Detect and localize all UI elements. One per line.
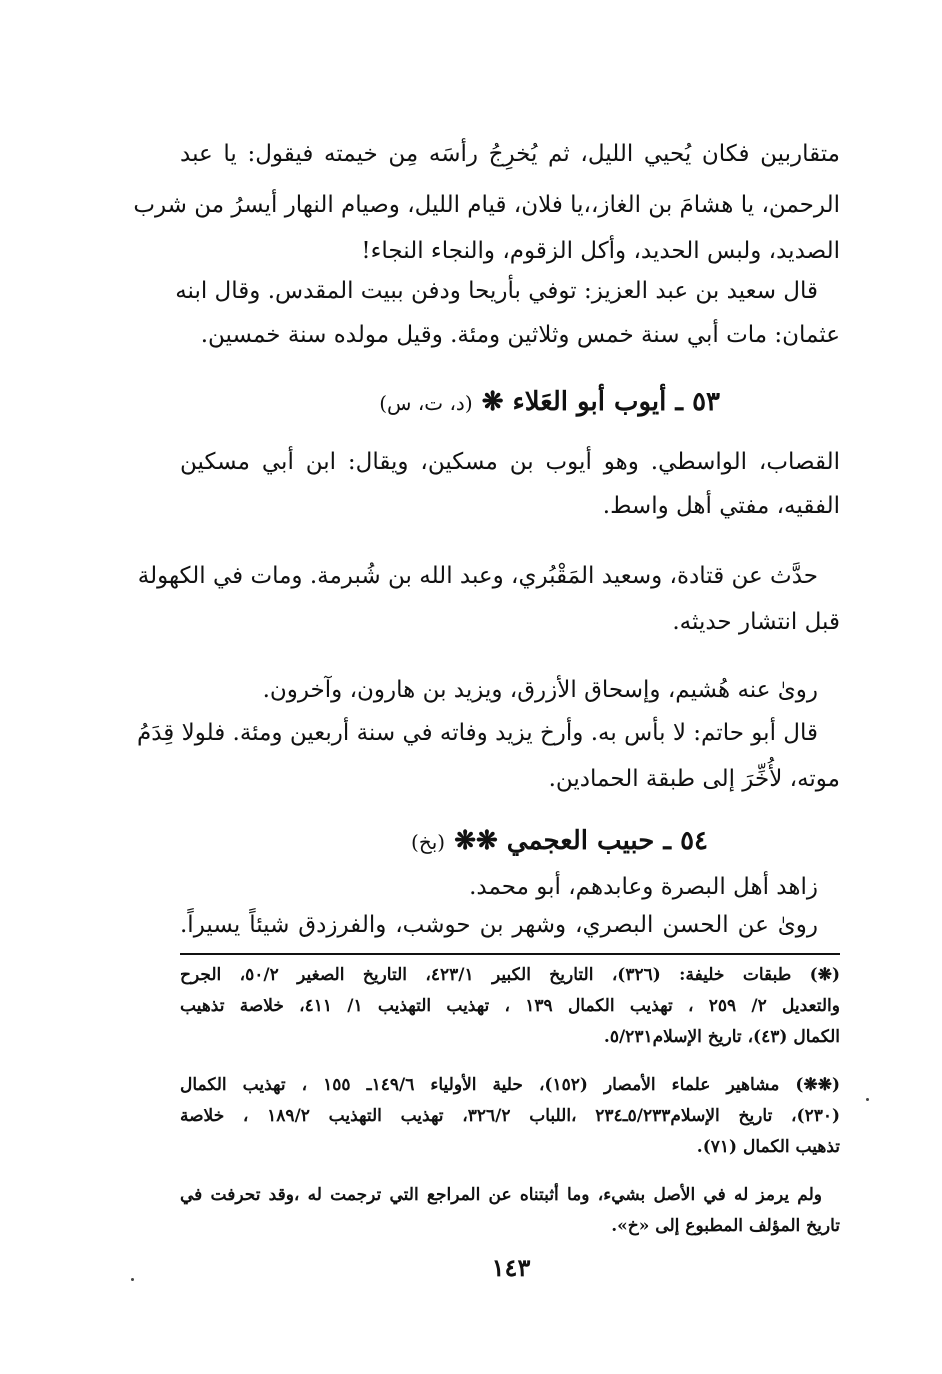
entry-54-heading <box>411 826 708 856</box>
text-line: قال أبو حاتم: لا بأس به. وأرخ يزيد وفاته في سنة أربعين ومئة. فلولا قِدَمُ <box>136 720 818 746</box>
footnote-separator <box>180 953 840 955</box>
text-line: روىٰ عنه هُشيم، وإسحاق الأزرق، ويزيد بن هارون، وآخرون. <box>262 677 818 703</box>
text-line: روىٰ عن الحسن البصري، وشهر بن حوشب، والفرزدق شيئاً يسيراً. <box>180 912 818 938</box>
text-line: متقاربين فكان يُحيي الليل، ثم يُخرِجُ رأسَه مِن خيمته فيقول: يا عبد <box>180 141 840 167</box>
footnote-line: ولم يرمز له في الأصل بشيء، وما أثبتناه عن المراجع التي ترجمت له ،وقد تحرفت في <box>180 1185 822 1205</box>
entry-53-heading <box>379 387 720 417</box>
footnote-line: تاريخ المؤلف المطبوع إلى «خ». <box>611 1216 840 1236</box>
footnote-line: (❋❋) مشاهير علماء الأمصار (١٥٢)، حلية الأولياء ١٤٩/٦ـ ١٥٥ ، تهذيب الكمال <box>180 1075 841 1095</box>
entry-heading-title: ٥٤ ـ حبيب العجمي ❋❋ <box>454 826 708 856</box>
text-line: الصديد، ولبس الحديد، وأكل الزقوم، والنجاء النجاء! <box>361 238 840 264</box>
page-number: ١٤٣ <box>491 1253 531 1282</box>
text-line: حدَّث عن قتادة، وسعيد المَقْبُري، وعبد الله بن شُبرمة. ومات في الكهولة <box>137 563 818 589</box>
entry-53-paragraph-1 <box>180 444 840 524</box>
scan-speck <box>866 1098 869 1101</box>
text-line: القصاب، الواسطي. وهو أيوب بن مسكين، ويقال: ابن أبي مسكين <box>180 449 840 475</box>
footnote-1 <box>180 960 840 1053</box>
entry-53-paragraph-3 <box>180 672 840 708</box>
entry-53-paragraph-4 <box>136 715 840 797</box>
entry-54-paragraph <box>180 869 840 943</box>
entry-heading-title: ٥٣ ـ أيوب أبو العَلاء ❋ <box>481 387 720 417</box>
entry-53-paragraph-2 <box>137 558 840 640</box>
footnote-line: والتعديل ٢/ ٢٥٩ ، تهذيب الكمال ١٣٩ ، تهذيب التهذيب ١/ ٤١١، خلاصة تذهيب <box>180 996 840 1016</box>
entry-sigla: (د، ت، س) <box>379 391 473 415</box>
text-line: الرحمن، يا هشامَ بن الغاز،،يا فلان، قيام الليل، وصيام النهار أيسرُ من شرب <box>133 192 840 218</box>
scan-speck <box>131 1278 134 1281</box>
footnote-2 <box>180 1070 840 1163</box>
intro-paragraph <box>133 136 840 353</box>
text-line: زاهد أهل البصرة وعابدهم، أبو محمد. <box>469 874 818 900</box>
text-line: قال سعيد بن عبد العزيز: توفي بأريحا ودفن ببيت المقدس. وقال ابنه <box>175 278 818 304</box>
text-line: قبل انتشار حديثه. <box>672 609 840 635</box>
footnote-line: (❋) طبقات خليفة: (٣٢٦)، التاريخ الكبير ٤٢٣/١، التاريخ الصغير ٥٠/٢، الجرح <box>180 965 840 985</box>
footnote-line: (٢٣٠)، تاريخ الإسلام٥/٢٣٣ـ٢٣٤ ،اللباب ٣٢٦/٢، تهذيب التهذيب ١٨٩/٢ ، خلاصة <box>180 1106 841 1126</box>
footnote-3 <box>180 1180 840 1242</box>
footnote-line: تذهيب الكمال (٧١). <box>696 1137 840 1157</box>
entry-sigla: (بخ) <box>411 830 446 854</box>
footnote-line: الكمال (٤٣)، تاريخ الإسلام٥/٢٣١. <box>603 1027 840 1047</box>
text-line: الفقيه، مفتي أهل واسط. <box>602 493 840 519</box>
text-line: موته، لأُخِّرَ إلى طبقة الحمادين. <box>548 766 840 792</box>
text-line: عثمان: مات أبي سنة خمس وثلاثين ومئة. وقيل مولده سنة خمسين. <box>200 322 840 348</box>
